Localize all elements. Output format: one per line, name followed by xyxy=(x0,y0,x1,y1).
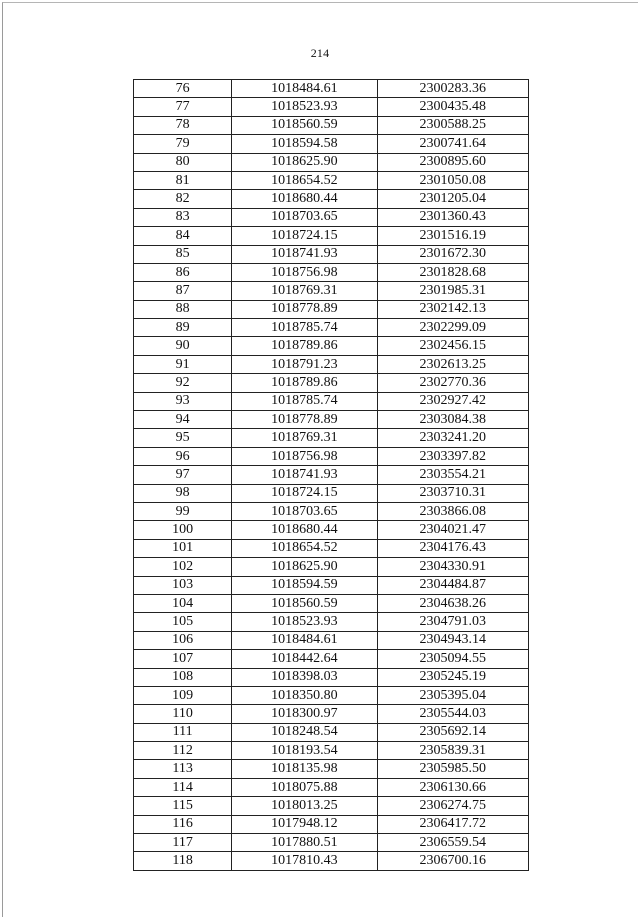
table-row xyxy=(134,778,529,796)
y-coordinate-cell: 2303241.20 xyxy=(377,429,528,447)
y-coordinate-cell: 2306559.54 xyxy=(377,834,528,852)
table-row xyxy=(134,742,529,760)
point-number-cell: 84 xyxy=(134,227,232,245)
table-row xyxy=(134,80,529,98)
table-row xyxy=(134,190,529,208)
point-number-cell: 83 xyxy=(134,208,232,226)
x-coordinate-cell: 1018724.15 xyxy=(232,227,377,245)
point-number-cell: 94 xyxy=(134,411,232,429)
x-coordinate-cell: 1018248.54 xyxy=(232,723,377,741)
x-coordinate-cell: 1018075.88 xyxy=(232,778,377,796)
table-row xyxy=(134,834,529,852)
y-coordinate-cell: 2301360.43 xyxy=(377,208,528,226)
x-coordinate-cell: 1018789.86 xyxy=(232,374,377,392)
table-row xyxy=(134,760,529,778)
table-row xyxy=(134,466,529,484)
point-number-cell: 80 xyxy=(134,153,232,171)
x-coordinate-cell: 1018560.59 xyxy=(232,116,377,134)
y-coordinate-cell: 2302613.25 xyxy=(377,355,528,373)
y-coordinate-cell: 2303084.38 xyxy=(377,411,528,429)
point-number-cell: 95 xyxy=(134,429,232,447)
point-number-cell: 92 xyxy=(134,374,232,392)
x-coordinate-cell: 1018756.98 xyxy=(232,447,377,465)
y-coordinate-cell: 2302299.09 xyxy=(377,319,528,337)
point-number-cell: 82 xyxy=(134,190,232,208)
point-number-cell: 91 xyxy=(134,355,232,373)
table-row xyxy=(134,539,529,557)
x-coordinate-cell: 1018193.54 xyxy=(232,742,377,760)
table-row xyxy=(134,502,529,520)
x-coordinate-cell: 1018769.31 xyxy=(232,429,377,447)
point-number-cell: 113 xyxy=(134,760,232,778)
point-number-cell: 114 xyxy=(134,778,232,796)
table-row xyxy=(134,282,529,300)
table-row xyxy=(134,521,529,539)
table-row xyxy=(134,245,529,263)
point-number-cell: 116 xyxy=(134,815,232,833)
x-coordinate-cell: 1018625.90 xyxy=(232,558,377,576)
point-number-cell: 77 xyxy=(134,98,232,116)
table-row xyxy=(134,705,529,723)
table-row xyxy=(134,300,529,318)
y-coordinate-cell: 2301985.31 xyxy=(377,282,528,300)
x-coordinate-cell: 1018778.89 xyxy=(232,300,377,318)
table-row xyxy=(134,429,529,447)
point-number-cell: 108 xyxy=(134,668,232,686)
y-coordinate-cell: 2301516.19 xyxy=(377,227,528,245)
y-coordinate-cell: 2301672.30 xyxy=(377,245,528,263)
x-coordinate-cell: 1018785.74 xyxy=(232,392,377,410)
x-coordinate-cell: 1018594.58 xyxy=(232,135,377,153)
table-row xyxy=(134,723,529,741)
point-number-cell: 88 xyxy=(134,300,232,318)
point-number-cell: 102 xyxy=(134,558,232,576)
x-coordinate-cell: 1018741.93 xyxy=(232,466,377,484)
x-coordinate-cell: 1017948.12 xyxy=(232,815,377,833)
table-row xyxy=(134,319,529,337)
y-coordinate-cell: 2304484.87 xyxy=(377,576,528,594)
x-coordinate-cell: 1018523.93 xyxy=(232,613,377,631)
x-coordinate-cell: 1018594.59 xyxy=(232,576,377,594)
y-coordinate-cell: 2300435.48 xyxy=(377,98,528,116)
table-row xyxy=(134,484,529,502)
x-coordinate-cell: 1018703.65 xyxy=(232,502,377,520)
point-number-cell: 107 xyxy=(134,650,232,668)
x-coordinate-cell: 1018654.52 xyxy=(232,539,377,557)
table-row xyxy=(134,613,529,631)
y-coordinate-cell: 2306700.16 xyxy=(377,852,528,870)
x-coordinate-cell: 1018654.52 xyxy=(232,171,377,189)
point-number-cell: 101 xyxy=(134,539,232,557)
table-row xyxy=(134,852,529,870)
table-row xyxy=(134,558,529,576)
x-coordinate-cell: 1018680.44 xyxy=(232,190,377,208)
x-coordinate-cell: 1018523.93 xyxy=(232,98,377,116)
y-coordinate-cell: 2304330.91 xyxy=(377,558,528,576)
table-row xyxy=(134,337,529,355)
table-row xyxy=(134,98,529,116)
x-coordinate-cell: 1018350.80 xyxy=(232,686,377,704)
y-coordinate-cell: 2306130.66 xyxy=(377,778,528,796)
y-coordinate-cell: 2305094.55 xyxy=(377,650,528,668)
x-coordinate-cell: 1018013.25 xyxy=(232,797,377,815)
y-coordinate-cell: 2301828.68 xyxy=(377,263,528,281)
y-coordinate-cell: 2302456.15 xyxy=(377,337,528,355)
y-coordinate-cell: 2304791.03 xyxy=(377,613,528,631)
table-row xyxy=(134,374,529,392)
y-coordinate-cell: 2302142.13 xyxy=(377,300,528,318)
table-row xyxy=(134,447,529,465)
y-coordinate-cell: 2304176.43 xyxy=(377,539,528,557)
y-coordinate-cell: 2306274.75 xyxy=(377,797,528,815)
point-number-cell: 118 xyxy=(134,852,232,870)
x-coordinate-cell: 1017810.43 xyxy=(232,852,377,870)
y-coordinate-cell: 2302770.36 xyxy=(377,374,528,392)
page-number: 214 xyxy=(310,46,330,60)
y-coordinate-cell: 2300588.25 xyxy=(377,116,528,134)
y-coordinate-cell: 2305692.14 xyxy=(377,723,528,741)
point-number-cell: 112 xyxy=(134,742,232,760)
y-coordinate-cell: 2305395.04 xyxy=(377,686,528,704)
table-row xyxy=(134,815,529,833)
coordinates-table xyxy=(133,79,529,871)
y-coordinate-cell: 2303866.08 xyxy=(377,502,528,520)
point-number-cell: 99 xyxy=(134,502,232,520)
x-coordinate-cell: 1018442.64 xyxy=(232,650,377,668)
x-coordinate-cell: 1018791.23 xyxy=(232,355,377,373)
y-coordinate-cell: 2305839.31 xyxy=(377,742,528,760)
point-number-cell: 81 xyxy=(134,171,232,189)
point-number-cell: 103 xyxy=(134,576,232,594)
table-row xyxy=(134,576,529,594)
y-coordinate-cell: 2304943.14 xyxy=(377,631,528,649)
point-number-cell: 110 xyxy=(134,705,232,723)
x-coordinate-cell: 1018703.65 xyxy=(232,208,377,226)
point-number-cell: 87 xyxy=(134,282,232,300)
y-coordinate-cell: 2306417.72 xyxy=(377,815,528,833)
table-row xyxy=(134,686,529,704)
point-number-cell: 86 xyxy=(134,263,232,281)
table-row xyxy=(134,116,529,134)
point-number-cell: 90 xyxy=(134,337,232,355)
y-coordinate-cell: 2303554.21 xyxy=(377,466,528,484)
coordinates-table-body xyxy=(134,80,529,871)
point-number-cell: 78 xyxy=(134,116,232,134)
point-number-cell: 96 xyxy=(134,447,232,465)
y-coordinate-cell: 2303710.31 xyxy=(377,484,528,502)
point-number-cell: 93 xyxy=(134,392,232,410)
point-number-cell: 85 xyxy=(134,245,232,263)
x-coordinate-cell: 1018724.15 xyxy=(232,484,377,502)
point-number-cell: 97 xyxy=(134,466,232,484)
x-coordinate-cell: 1018680.44 xyxy=(232,521,377,539)
table-row xyxy=(134,263,529,281)
y-coordinate-cell: 2302927.42 xyxy=(377,392,528,410)
table-row xyxy=(134,208,529,226)
y-coordinate-cell: 2300741.64 xyxy=(377,135,528,153)
point-number-cell: 105 xyxy=(134,613,232,631)
x-coordinate-cell: 1018484.61 xyxy=(232,631,377,649)
point-number-cell: 89 xyxy=(134,319,232,337)
y-coordinate-cell: 2300283.36 xyxy=(377,80,528,98)
y-coordinate-cell: 2305544.03 xyxy=(377,705,528,723)
point-number-cell: 98 xyxy=(134,484,232,502)
table-row xyxy=(134,411,529,429)
x-coordinate-cell: 1018785.74 xyxy=(232,319,377,337)
point-number-cell: 106 xyxy=(134,631,232,649)
point-number-cell: 100 xyxy=(134,521,232,539)
point-number-cell: 111 xyxy=(134,723,232,741)
point-number-cell: 104 xyxy=(134,594,232,612)
x-coordinate-cell: 1018769.31 xyxy=(232,282,377,300)
x-coordinate-cell: 1018484.61 xyxy=(232,80,377,98)
point-number-cell: 79 xyxy=(134,135,232,153)
table-row xyxy=(134,392,529,410)
x-coordinate-cell: 1018300.97 xyxy=(232,705,377,723)
x-coordinate-cell: 1018398.03 xyxy=(232,668,377,686)
table-row xyxy=(134,594,529,612)
x-coordinate-cell: 1018625.90 xyxy=(232,153,377,171)
y-coordinate-cell: 2301050.08 xyxy=(377,171,528,189)
point-number-cell: 115 xyxy=(134,797,232,815)
y-coordinate-cell: 2304021.47 xyxy=(377,521,528,539)
y-coordinate-cell: 2305245.19 xyxy=(377,668,528,686)
x-coordinate-cell: 1018135.98 xyxy=(232,760,377,778)
table-row xyxy=(134,153,529,171)
point-number-cell: 109 xyxy=(134,686,232,704)
x-coordinate-cell: 1018778.89 xyxy=(232,411,377,429)
table-row xyxy=(134,135,529,153)
table-row xyxy=(134,631,529,649)
x-coordinate-cell: 1018741.93 xyxy=(232,245,377,263)
y-coordinate-cell: 2305985.50 xyxy=(377,760,528,778)
table-row xyxy=(134,355,529,373)
y-coordinate-cell: 2303397.82 xyxy=(377,447,528,465)
point-number-cell: 117 xyxy=(134,834,232,852)
table-row xyxy=(134,797,529,815)
x-coordinate-cell: 1018789.86 xyxy=(232,337,377,355)
x-coordinate-cell: 1017880.51 xyxy=(232,834,377,852)
table-row xyxy=(134,171,529,189)
point-number-cell: 76 xyxy=(134,80,232,98)
y-coordinate-cell: 2300895.60 xyxy=(377,153,528,171)
y-coordinate-cell: 2301205.04 xyxy=(377,190,528,208)
x-coordinate-cell: 1018756.98 xyxy=(232,263,377,281)
table-row xyxy=(134,668,529,686)
table-row xyxy=(134,227,529,245)
table-row xyxy=(134,650,529,668)
x-coordinate-cell: 1018560.59 xyxy=(232,594,377,612)
y-coordinate-cell: 2304638.26 xyxy=(377,594,528,612)
